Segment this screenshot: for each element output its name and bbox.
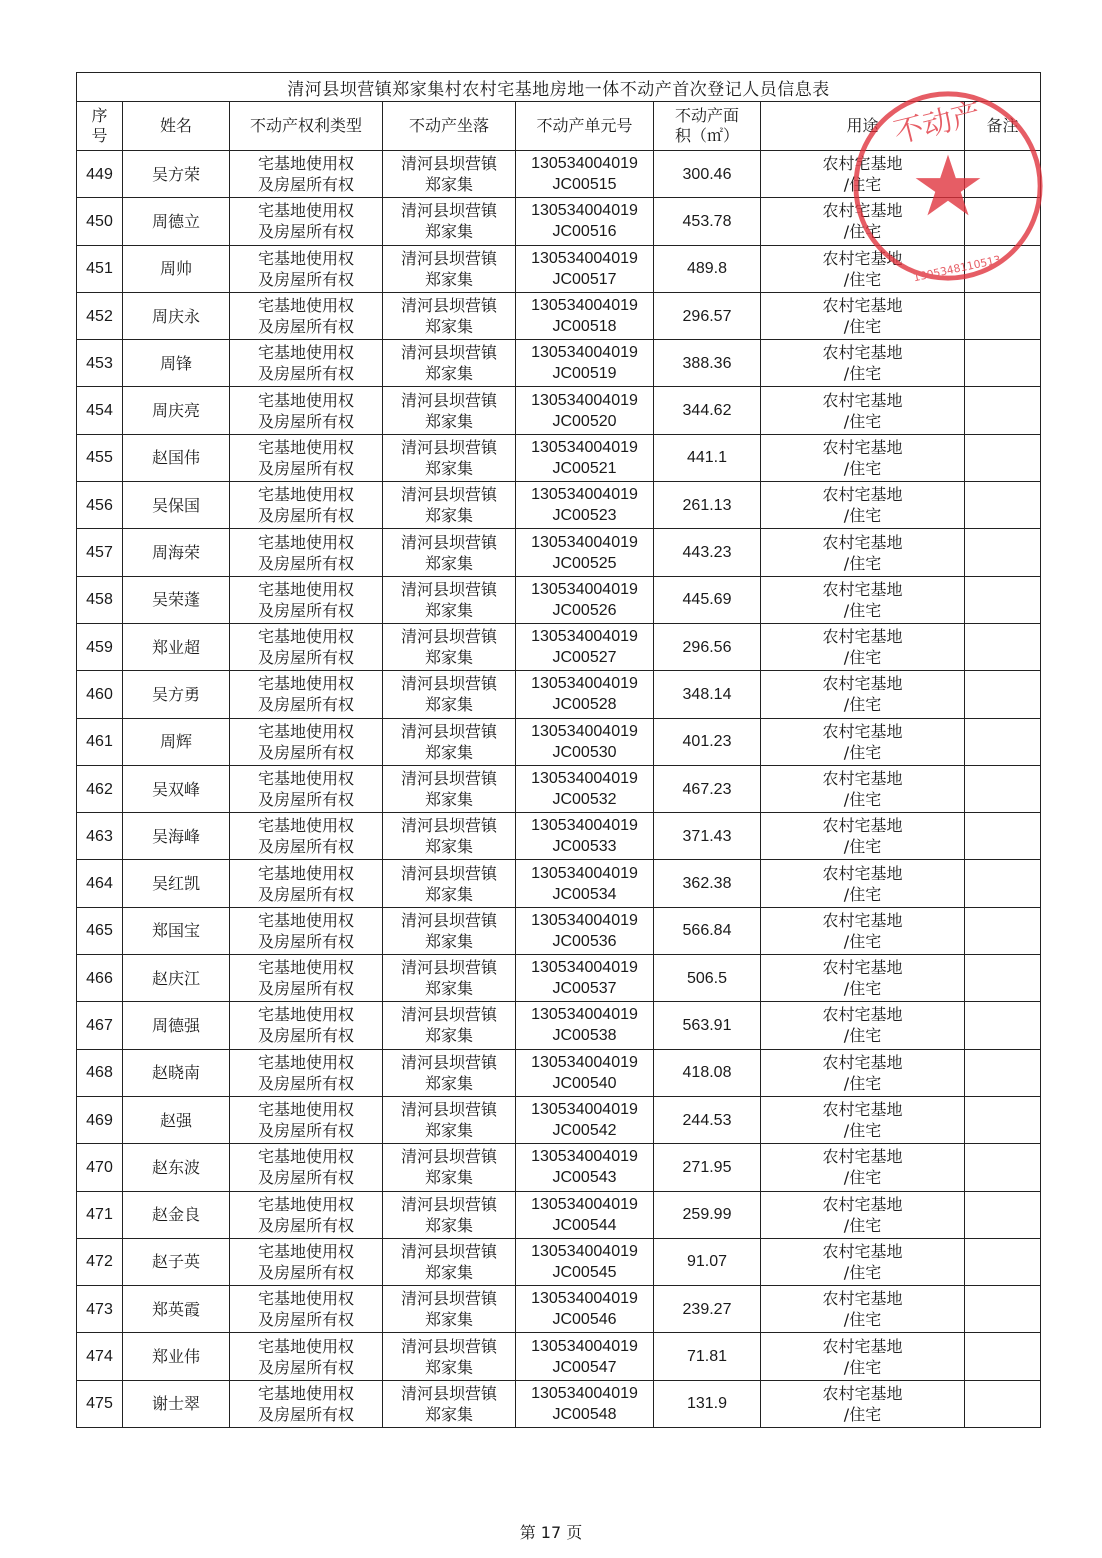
cell-remark [965, 907, 1041, 954]
cell-usage: 农村宅基地 /住宅 [761, 198, 965, 245]
cell-no: 472 [77, 1238, 123, 1285]
table-row [77, 529, 1041, 576]
cell-no: 473 [77, 1286, 123, 1333]
cell-location: 清河县坝营镇 郑家集 [383, 292, 516, 339]
cell-usage: 农村宅基地 /住宅 [761, 1096, 965, 1143]
cell-no: 458 [77, 576, 123, 623]
table-row [77, 1286, 1041, 1333]
cell-name: 周德强 [123, 1002, 230, 1049]
cell-name: 郑业伟 [123, 1333, 230, 1380]
cell-area: 300.46 [654, 151, 761, 198]
cell-name: 周德立 [123, 198, 230, 245]
cell-name: 赵东波 [123, 1144, 230, 1191]
cell-right-type: 宅基地使用权 及房屋所有权 [230, 718, 383, 765]
cell-name: 郑英霞 [123, 1286, 230, 1333]
cell-area: 401.23 [654, 718, 761, 765]
table-row [77, 482, 1041, 529]
table-row [77, 1096, 1041, 1143]
cell-no: 459 [77, 623, 123, 670]
cell-no: 455 [77, 434, 123, 481]
cell-location: 清河县坝营镇 郑家集 [383, 813, 516, 860]
cell-remark [965, 1002, 1041, 1049]
cell-right-type: 宅基地使用权 及房屋所有权 [230, 813, 383, 860]
cell-area: 566.84 [654, 907, 761, 954]
cell-usage: 农村宅基地 /住宅 [761, 1380, 965, 1427]
cell-location: 清河县坝营镇 郑家集 [383, 1380, 516, 1427]
cell-remark [965, 198, 1041, 245]
cell-location: 清河县坝营镇 郑家集 [383, 1049, 516, 1096]
cell-usage: 农村宅基地 /住宅 [761, 955, 965, 1002]
cell-no: 454 [77, 387, 123, 434]
cell-location: 清河县坝营镇 郑家集 [383, 671, 516, 718]
cell-remark [965, 860, 1041, 907]
cell-right-type: 宅基地使用权 及房屋所有权 [230, 765, 383, 812]
cell-right-type: 宅基地使用权 及房屋所有权 [230, 860, 383, 907]
cell-remark [965, 340, 1041, 387]
cell-unit-no: 130534004019 JC00536 [516, 907, 654, 954]
cell-usage: 农村宅基地 /住宅 [761, 292, 965, 339]
table-row [77, 576, 1041, 623]
cell-no: 469 [77, 1096, 123, 1143]
table-row [77, 671, 1041, 718]
cell-usage: 农村宅基地 /住宅 [761, 434, 965, 481]
cell-remark [965, 718, 1041, 765]
cell-no: 465 [77, 907, 123, 954]
cell-location: 清河县坝营镇 郑家集 [383, 860, 516, 907]
cell-area: 443.23 [654, 529, 761, 576]
cell-unit-no: 130534004019 JC00547 [516, 1333, 654, 1380]
cell-right-type: 宅基地使用权 及房屋所有权 [230, 292, 383, 339]
cell-area: 91.07 [654, 1238, 761, 1285]
cell-location: 清河县坝营镇 郑家集 [383, 765, 516, 812]
cell-unit-no: 130534004019 JC00528 [516, 671, 654, 718]
cell-unit-no: 130534004019 JC00534 [516, 860, 654, 907]
cell-location: 清河县坝营镇 郑家集 [383, 623, 516, 670]
header-location: 不动产坐落 [383, 102, 516, 151]
cell-usage: 农村宅基地 /住宅 [761, 151, 965, 198]
cell-usage: 农村宅基地 /住宅 [761, 245, 965, 292]
cell-right-type: 宅基地使用权 及房屋所有权 [230, 671, 383, 718]
cell-right-type: 宅基地使用权 及房屋所有权 [230, 1238, 383, 1285]
cell-remark [965, 576, 1041, 623]
cell-location: 清河县坝营镇 郑家集 [383, 1002, 516, 1049]
cell-name: 赵金良 [123, 1191, 230, 1238]
cell-name: 周锋 [123, 340, 230, 387]
cell-no: 457 [77, 529, 123, 576]
cell-unit-no: 130534004019 JC00538 [516, 1002, 654, 1049]
cell-no: 463 [77, 813, 123, 860]
cell-area: 259.99 [654, 1191, 761, 1238]
cell-remark [965, 292, 1041, 339]
cell-unit-no: 130534004019 JC00545 [516, 1238, 654, 1285]
cell-area: 261.13 [654, 482, 761, 529]
cell-unit-no: 130534004019 JC00527 [516, 623, 654, 670]
cell-no: 451 [77, 245, 123, 292]
cell-name: 郑国宝 [123, 907, 230, 954]
cell-right-type: 宅基地使用权 及房屋所有权 [230, 245, 383, 292]
cell-location: 清河县坝营镇 郑家集 [383, 1333, 516, 1380]
cell-remark [965, 1049, 1041, 1096]
cell-right-type: 宅基地使用权 及房屋所有权 [230, 434, 383, 481]
cell-right-type: 宅基地使用权 及房屋所有权 [230, 482, 383, 529]
cell-usage: 农村宅基地 /住宅 [761, 1144, 965, 1191]
cell-usage: 农村宅基地 /住宅 [761, 1191, 965, 1238]
cell-usage: 农村宅基地 /住宅 [761, 576, 965, 623]
header-usage: 用途 [761, 102, 965, 151]
table-row [77, 955, 1041, 1002]
cell-area: 344.62 [654, 387, 761, 434]
cell-right-type: 宅基地使用权 及房屋所有权 [230, 1333, 383, 1380]
cell-no: 449 [77, 151, 123, 198]
cell-unit-no: 130534004019 JC00548 [516, 1380, 654, 1427]
cell-location: 清河县坝营镇 郑家集 [383, 907, 516, 954]
table-row [77, 1238, 1041, 1285]
cell-right-type: 宅基地使用权 及房屋所有权 [230, 1049, 383, 1096]
cell-remark [965, 434, 1041, 481]
cell-remark [965, 1191, 1041, 1238]
cell-no: 462 [77, 765, 123, 812]
cell-name: 吴双峰 [123, 765, 230, 812]
cell-name: 吴保国 [123, 482, 230, 529]
cell-remark [965, 1380, 1041, 1427]
cell-unit-no: 130534004019 JC00530 [516, 718, 654, 765]
cell-area: 418.08 [654, 1049, 761, 1096]
table-title: 清河县坝营镇郑家集村农村宅基地房地一体不动产首次登记人员信息表 [77, 73, 1041, 102]
cell-location: 清河县坝营镇 郑家集 [383, 1144, 516, 1191]
table-row [77, 198, 1041, 245]
cell-area: 467.23 [654, 765, 761, 812]
cell-unit-no: 130534004019 JC00520 [516, 387, 654, 434]
table-row [77, 245, 1041, 292]
table-row [77, 151, 1041, 198]
cell-remark [965, 765, 1041, 812]
cell-no: 475 [77, 1380, 123, 1427]
cell-name: 周庆亮 [123, 387, 230, 434]
cell-remark [965, 482, 1041, 529]
cell-unit-no: 130534004019 JC00533 [516, 813, 654, 860]
cell-usage: 农村宅基地 /住宅 [761, 907, 965, 954]
cell-no: 464 [77, 860, 123, 907]
cell-right-type: 宅基地使用权 及房屋所有权 [230, 623, 383, 670]
cell-name: 赵庆江 [123, 955, 230, 1002]
cell-right-type: 宅基地使用权 及房屋所有权 [230, 387, 383, 434]
cell-right-type: 宅基地使用权 及房屋所有权 [230, 576, 383, 623]
cell-name: 吴红凯 [123, 860, 230, 907]
cell-location: 清河县坝营镇 郑家集 [383, 387, 516, 434]
cell-location: 清河县坝营镇 郑家集 [383, 1096, 516, 1143]
table-row [77, 292, 1041, 339]
cell-no: 467 [77, 1002, 123, 1049]
cell-name: 周庆永 [123, 292, 230, 339]
table-row [77, 340, 1041, 387]
header-name: 姓名 [123, 102, 230, 151]
cell-unit-no: 130534004019 JC00519 [516, 340, 654, 387]
cell-area: 563.91 [654, 1002, 761, 1049]
cell-area: 489.8 [654, 245, 761, 292]
cell-right-type: 宅基地使用权 及房屋所有权 [230, 1191, 383, 1238]
table-row [77, 907, 1041, 954]
cell-area: 362.38 [654, 860, 761, 907]
cell-usage: 农村宅基地 /住宅 [761, 623, 965, 670]
cell-name: 周海荣 [123, 529, 230, 576]
cell-area: 388.36 [654, 340, 761, 387]
header-remark: 备注 [965, 102, 1041, 151]
table-row [77, 1380, 1041, 1427]
cell-usage: 农村宅基地 /住宅 [761, 813, 965, 860]
cell-location: 清河县坝营镇 郑家集 [383, 151, 516, 198]
cell-no: 474 [77, 1333, 123, 1380]
table-row [77, 1333, 1041, 1380]
cell-name: 赵子英 [123, 1238, 230, 1285]
header-row [77, 102, 1041, 151]
cell-name: 周帅 [123, 245, 230, 292]
cell-unit-no: 130534004019 JC00546 [516, 1286, 654, 1333]
cell-unit-no: 130534004019 JC00515 [516, 151, 654, 198]
cell-location: 清河县坝营镇 郑家集 [383, 434, 516, 481]
cell-location: 清河县坝营镇 郑家集 [383, 482, 516, 529]
cell-unit-no: 130534004019 JC00526 [516, 576, 654, 623]
cell-remark [965, 623, 1041, 670]
table-body [77, 151, 1041, 1428]
cell-usage: 农村宅基地 /住宅 [761, 529, 965, 576]
cell-location: 清河县坝营镇 郑家集 [383, 718, 516, 765]
cell-no: 468 [77, 1049, 123, 1096]
cell-no: 460 [77, 671, 123, 718]
cell-location: 清河县坝营镇 郑家集 [383, 1191, 516, 1238]
cell-area: 71.81 [654, 1333, 761, 1380]
cell-area: 296.57 [654, 292, 761, 339]
cell-right-type: 宅基地使用权 及房屋所有权 [230, 1380, 383, 1427]
cell-usage: 农村宅基地 /住宅 [761, 671, 965, 718]
cell-remark [965, 671, 1041, 718]
cell-name: 吴方勇 [123, 671, 230, 718]
cell-area: 453.78 [654, 198, 761, 245]
cell-right-type: 宅基地使用权 及房屋所有权 [230, 1144, 383, 1191]
cell-right-type: 宅基地使用权 及房屋所有权 [230, 198, 383, 245]
cell-usage: 农村宅基地 /住宅 [761, 1333, 965, 1380]
cell-unit-no: 130534004019 JC00543 [516, 1144, 654, 1191]
cell-area: 296.56 [654, 623, 761, 670]
cell-unit-no: 130534004019 JC00523 [516, 482, 654, 529]
cell-right-type: 宅基地使用权 及房屋所有权 [230, 1002, 383, 1049]
cell-area: 131.9 [654, 1380, 761, 1427]
cell-right-type: 宅基地使用权 及房屋所有权 [230, 151, 383, 198]
cell-remark [965, 1096, 1041, 1143]
cell-usage: 农村宅基地 /住宅 [761, 860, 965, 907]
table-row [77, 765, 1041, 812]
cell-usage: 农村宅基地 /住宅 [761, 1238, 965, 1285]
cell-area: 271.95 [654, 1144, 761, 1191]
cell-no: 456 [77, 482, 123, 529]
registration-table [76, 72, 1041, 1428]
table-row [77, 434, 1041, 481]
cell-name: 郑业超 [123, 623, 230, 670]
header-unit-no: 不动产单元号 [516, 102, 654, 151]
cell-name: 吴方荣 [123, 151, 230, 198]
cell-usage: 农村宅基地 /住宅 [761, 1002, 965, 1049]
cell-area: 506.5 [654, 955, 761, 1002]
table-row [77, 718, 1041, 765]
cell-no: 471 [77, 1191, 123, 1238]
cell-no: 461 [77, 718, 123, 765]
header-area: 不动产面 积（㎡） [654, 102, 761, 151]
cell-remark [965, 813, 1041, 860]
cell-unit-no: 130534004019 JC00525 [516, 529, 654, 576]
cell-remark [965, 245, 1041, 292]
cell-name: 赵强 [123, 1096, 230, 1143]
cell-no: 452 [77, 292, 123, 339]
cell-name: 吴海峰 [123, 813, 230, 860]
cell-right-type: 宅基地使用权 及房屋所有权 [230, 340, 383, 387]
table-row [77, 623, 1041, 670]
cell-remark [965, 1333, 1041, 1380]
cell-location: 清河县坝营镇 郑家集 [383, 1286, 516, 1333]
cell-no: 466 [77, 955, 123, 1002]
cell-area: 239.27 [654, 1286, 761, 1333]
cell-unit-no: 130534004019 JC00544 [516, 1191, 654, 1238]
cell-right-type: 宅基地使用权 及房屋所有权 [230, 955, 383, 1002]
cell-usage: 农村宅基地 /住宅 [761, 482, 965, 529]
cell-name: 谢士翠 [123, 1380, 230, 1427]
cell-unit-no: 130534004019 JC00532 [516, 765, 654, 812]
table-row [77, 1002, 1041, 1049]
cell-area: 441.1 [654, 434, 761, 481]
cell-area: 348.14 [654, 671, 761, 718]
cell-unit-no: 130534004019 JC00516 [516, 198, 654, 245]
cell-area: 371.43 [654, 813, 761, 860]
cell-no: 450 [77, 198, 123, 245]
header-no: 序 号 [77, 102, 123, 151]
table-row [77, 387, 1041, 434]
cell-location: 清河县坝营镇 郑家集 [383, 198, 516, 245]
cell-usage: 农村宅基地 /住宅 [761, 1049, 965, 1096]
cell-location: 清河县坝营镇 郑家集 [383, 340, 516, 387]
cell-right-type: 宅基地使用权 及房屋所有权 [230, 1286, 383, 1333]
cell-location: 清河县坝营镇 郑家集 [383, 576, 516, 623]
cell-unit-no: 130534004019 JC00542 [516, 1096, 654, 1143]
cell-no: 470 [77, 1144, 123, 1191]
cell-location: 清河县坝营镇 郑家集 [383, 955, 516, 1002]
cell-remark [965, 387, 1041, 434]
cell-unit-no: 130534004019 JC00540 [516, 1049, 654, 1096]
table-row [77, 1191, 1041, 1238]
cell-unit-no: 130534004019 JC00521 [516, 434, 654, 481]
cell-remark [965, 1238, 1041, 1285]
cell-name: 周辉 [123, 718, 230, 765]
cell-usage: 农村宅基地 /住宅 [761, 340, 965, 387]
cell-name: 赵晓南 [123, 1049, 230, 1096]
cell-remark [965, 151, 1041, 198]
cell-right-type: 宅基地使用权 及房屋所有权 [230, 907, 383, 954]
cell-no: 453 [77, 340, 123, 387]
cell-remark [965, 529, 1041, 576]
cell-location: 清河县坝营镇 郑家集 [383, 245, 516, 292]
cell-usage: 农村宅基地 /住宅 [761, 718, 965, 765]
page-number: 第 17 页 [519, 1523, 583, 1542]
cell-unit-no: 130534004019 JC00537 [516, 955, 654, 1002]
cell-name: 赵国伟 [123, 434, 230, 481]
cell-unit-no: 130534004019 JC00517 [516, 245, 654, 292]
cell-remark [965, 1286, 1041, 1333]
header-right-type: 不动产权利类型 [230, 102, 383, 151]
table-row [77, 860, 1041, 907]
seal-top-text: 不动产 [890, 95, 985, 150]
cell-remark [965, 1144, 1041, 1191]
cell-usage: 农村宅基地 /住宅 [761, 765, 965, 812]
cell-remark [965, 955, 1041, 1002]
cell-usage: 农村宅基地 /住宅 [761, 387, 965, 434]
cell-unit-no: 130534004019 JC00518 [516, 292, 654, 339]
cell-area: 445.69 [654, 576, 761, 623]
seal-number-text: 1305348110513 [912, 253, 1002, 284]
cell-usage: 农村宅基地 /住宅 [761, 1286, 965, 1333]
cell-name: 吴荣蓬 [123, 576, 230, 623]
cell-right-type: 宅基地使用权 及房屋所有权 [230, 529, 383, 576]
cell-area: 244.53 [654, 1096, 761, 1143]
table-row [77, 1049, 1041, 1096]
table-row [77, 1144, 1041, 1191]
table-row [77, 813, 1041, 860]
cell-location: 清河县坝营镇 郑家集 [383, 529, 516, 576]
cell-right-type: 宅基地使用权 及房屋所有权 [230, 1096, 383, 1143]
cell-location: 清河县坝营镇 郑家集 [383, 1238, 516, 1285]
